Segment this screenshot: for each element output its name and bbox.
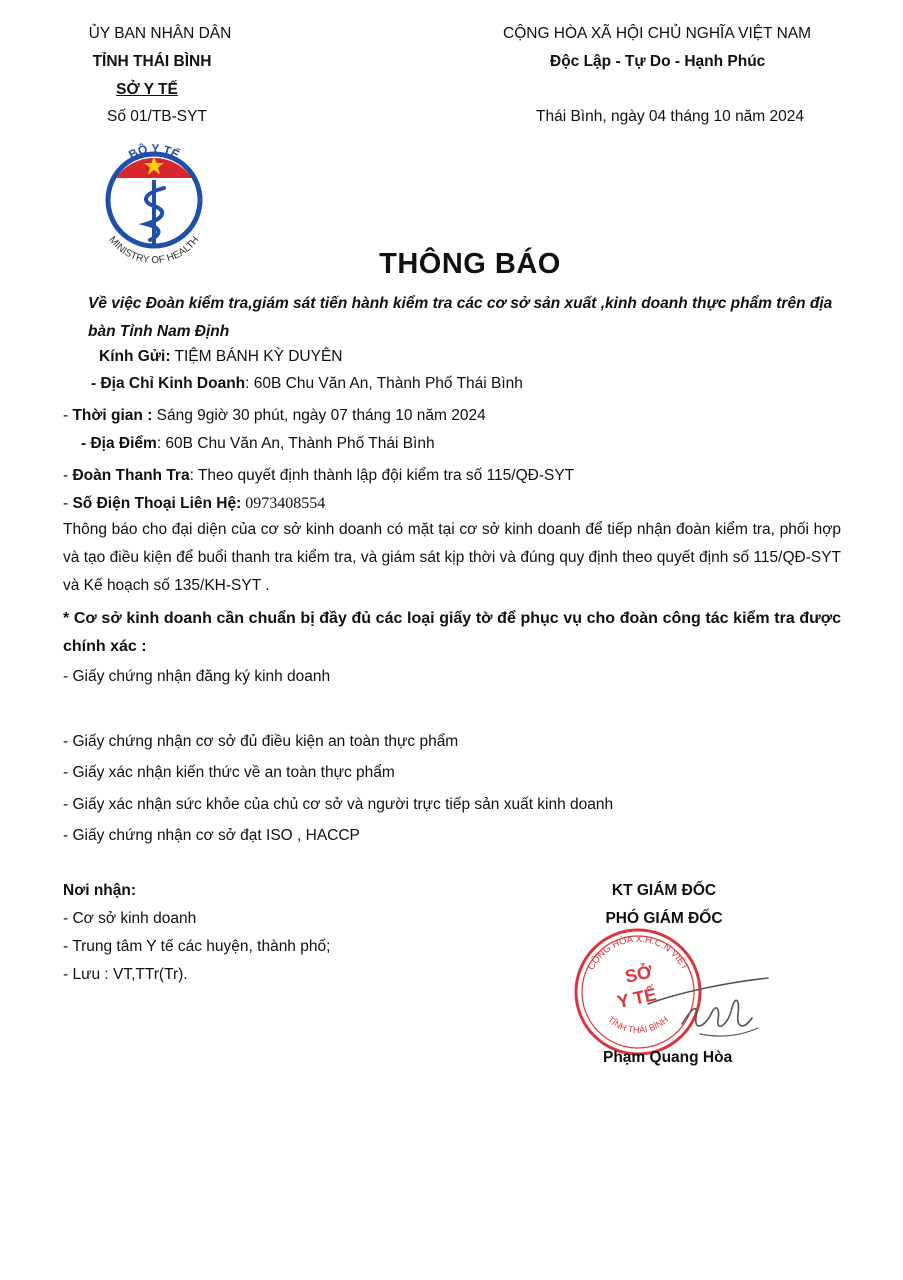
document-number: Số 01/TB-SYT (107, 108, 207, 125)
document-item-4: - Giấy xác nhận sức khỏe của chủ cơ sở và người trực tiếp sản xuất kinh doanh (63, 796, 614, 813)
business-address-value: : 60B Chu Văn An, Thành Phố Thái Bình (245, 375, 523, 392)
time-prefix: - (63, 407, 73, 424)
document-item-2: - Giấy chứng nhận cơ sở đủ điều kiện an toàn thực phẩm (63, 733, 459, 750)
recipient-line (99, 348, 342, 366)
recipients-item-1: - Cơ sở kinh doanh (63, 910, 197, 927)
nation-title: CỘNG HÒA XÃ HỘI CHỦ NGHĨA VIỆT NAM (503, 25, 812, 42)
business-address-label: - Địa Chỉ Kinh Doanh (91, 375, 246, 392)
phone-line (63, 495, 325, 513)
document-title: THÔNG BÁO (379, 248, 561, 280)
location-value: : 60B Chu Văn An, Thành Phố Thái Bình (156, 435, 435, 452)
document-item-1: - Giấy chứng nhận đăng ký kinh doanh (63, 668, 331, 685)
location-label: - Địa Điểm (81, 435, 157, 452)
inspection-team-line (63, 467, 574, 485)
body-paragraph: Thông báo cho đại diện của cơ sở kinh doanh có mặt tại cơ sở kinh doanh để tiếp nhận đoàn kiểm tra, phối hợp và tạo điều kiện để buổi thanh tra kiểm tra, và giám sát kịp thời và đúng quy định theo quyết định số 115/QĐ-SYT và Kế hoạch số 135/KH-SYT . (63, 521, 841, 594)
org-line-3: SỞ Y TẾ (116, 81, 178, 98)
logo-top-text: BỘ Y TẾ (126, 141, 182, 162)
ministry-of-health-logo (84, 130, 224, 270)
requirements-heading: * Cơ sở kinh doanh cần chuẩn bị đầy đủ các loại giấy tờ để phục vụ cho đoàn công tác kiểm tra được chính xác : (63, 610, 841, 655)
inspection-team-value: : Theo quyết định thành lập đội kiểm tra số 115/QĐ-SYT (189, 467, 575, 484)
document-subject: Về việc Đoàn kiểm tra,giám sát tiến hành kiểm tra các cơ sở sản xuất ,kinh doanh thực phẩm trên địa bàn Tỉnh Nam Định (88, 295, 833, 340)
document-item-3: - Giấy xác nhận kiến thức về an toàn thực phẩm (63, 764, 395, 781)
recipient-value: TIỆM BÁNH KỲ DUYÊN (174, 348, 343, 365)
date-line: Thái Bình, ngày 04 tháng 10 năm 2024 (536, 108, 805, 125)
recipients-item-3: - Lưu : VT,TTr(Tr). (63, 966, 188, 983)
logo-bottom-text: MINISTRY OF HEALTH (106, 234, 202, 267)
signer-name: Phạm Quang Hòa (603, 1049, 733, 1066)
recipients-heading: Nơi nhận: (63, 882, 137, 899)
location-line (81, 435, 435, 453)
time-label: Thời gian : (72, 407, 153, 424)
org-line-1: ỦY BAN NHÂN DÂN (88, 25, 232, 42)
stamp-center-line-2: Y TẾ (615, 984, 659, 1013)
recipient-label: Kính Gửi: (99, 348, 171, 365)
time-line (63, 407, 486, 425)
business-address-line (91, 375, 523, 393)
stamp-center-line-1: SỞ (623, 961, 655, 987)
recipients-item-2: - Trung tâm Y tế các huyện, thành phố; (63, 938, 331, 955)
org-line-2: TỈNH THÁI BÌNH (92, 53, 212, 70)
phone-label: Số Điện Thoại Liên Hệ: (72, 495, 242, 512)
stamp-bottom-text: TỈNH THÁI BÌNH (605, 1014, 671, 1035)
inspection-team-label: Đoàn Thanh Tra (72, 467, 190, 484)
signature-title-1: KT GIÁM ĐỐC (611, 882, 717, 899)
time-value: Sáng 9giờ 30 phút, ngày 07 tháng 10 năm 2024 (152, 407, 486, 424)
signature-title-2: PHÓ GIÁM ĐỐC (605, 910, 723, 927)
phone-value: 0973408554 (241, 495, 326, 512)
inspection-team-prefix: - (63, 467, 73, 484)
stamp-outer-text: CỘNG HÒA X.H.C.N VIỆT (585, 933, 691, 973)
document-item-5: - Giấy chứng nhận cơ sở đạt ISO , HACCP (63, 827, 360, 844)
nation-motto: Độc Lập - Tự Do - Hạnh Phúc (550, 53, 766, 70)
handwritten-signature (640, 968, 775, 1048)
phone-prefix: - (63, 495, 73, 512)
